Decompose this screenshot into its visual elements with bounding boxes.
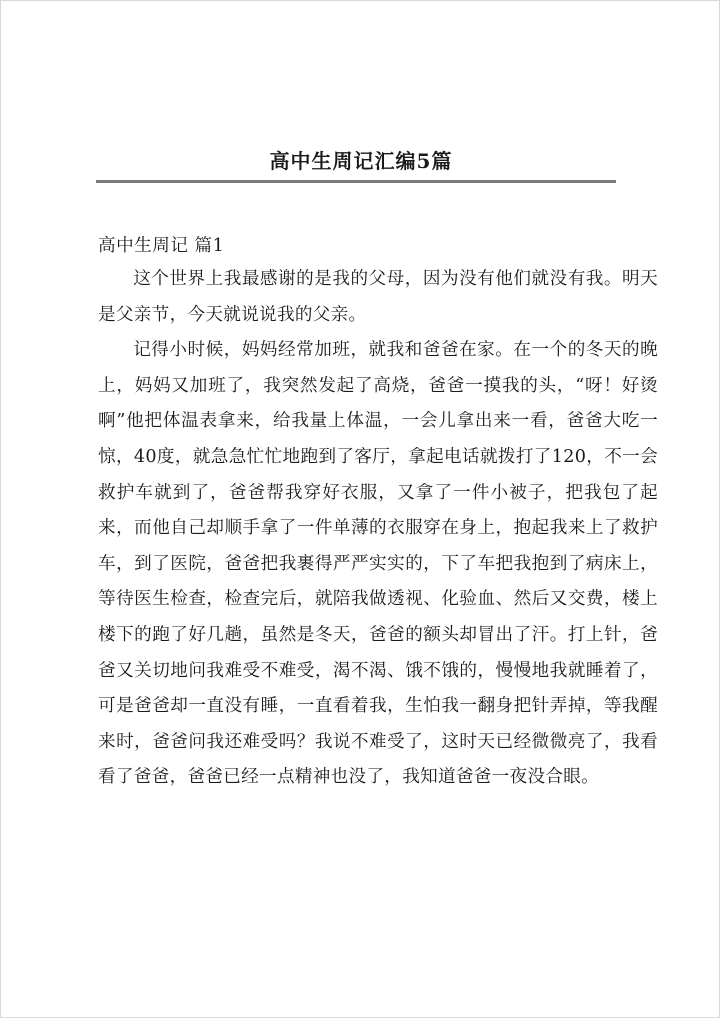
document-body bbox=[98, 230, 658, 796]
title-divider bbox=[96, 180, 616, 183]
section-heading: 高中生周记 篇1 bbox=[98, 236, 225, 256]
document-title: 高中生周记汇编5篇 bbox=[269, 149, 453, 173]
paragraph-story: 记得小时候，妈妈经常加班，就我和爸爸在家。在一个的冬天的晚上，妈妈又加班了，我突然发起了高烧，爸爸一摸我的头，“呀！好烫啊”他把体温表拿来，给我量上体温，一会儿拿出来一看，爸爸大吃一惊，40度，就急急忙忙地跑到了客厅，拿起电话就拨打了120，不一会救护车就到了，爸爸帮我穿好衣服，又拿了一件小被子，把我包了起来，而他自己却顺手拿了一件单薄的衣服穿在身上，抱起我来上了救护车，到了医院，爸爸把我裹得严严实实的，下了车把我抱到了病床上，等待医生检查，检查完后，就陪我做透视、化验血、然后又交费，楼上楼下的跑了好几趟，虽然是冬天，爸爸的额头却冒出了汗。打上针，爸爸又关切地问我难受不难受，渴不渴、饿不饿的，慢慢地我就睡着了，可是爸爸却一直没有睡，一直看着我，生怕我一翻身把针弄掉，等我醒来时，爸爸问我还难受吗？我说不难受了，这时天已经微微亮了，我看看了爸爸，爸爸已经一点精神也没了，我知道爸爸一夜没合眼。 bbox=[98, 340, 658, 788]
paragraph-intro: 这个世界上我最感谢的是我的父母，因为没有他们就没有我。明天是父亲节，今天就说说我的父亲。 bbox=[98, 269, 658, 325]
